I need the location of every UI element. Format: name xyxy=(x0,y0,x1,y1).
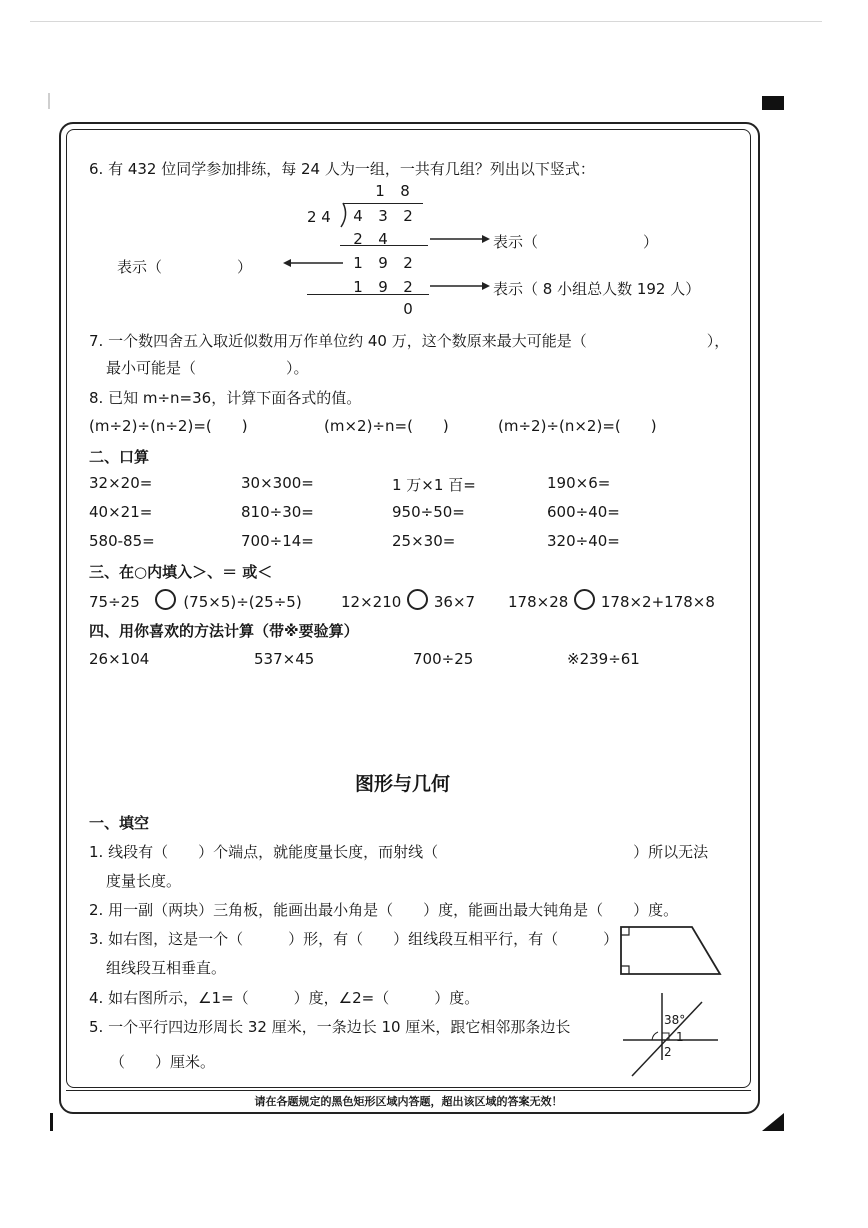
q6-label-right-1: 表示（ ） xyxy=(493,233,659,251)
alignment-marker-top-right xyxy=(762,96,784,110)
oral-item: 700÷14= xyxy=(241,532,314,550)
geo-q5-line2: （ ）厘米。 xyxy=(110,1053,216,1071)
alignment-marker-bottom-left xyxy=(50,1113,53,1131)
q7-line1: 7. 一个数四舍五入取近似数用万作单位约 40 万，这个数原来最大可能是（ ）， xyxy=(89,332,730,350)
remainder-digit: 9 xyxy=(378,254,388,272)
geometry-title: 图形与几何 xyxy=(355,773,451,795)
compare-circle[interactable] xyxy=(574,589,595,610)
quotient-digit: 8 xyxy=(400,182,410,200)
oral-item: 600÷40= xyxy=(547,503,620,521)
section-title-oral: 二、口算 xyxy=(89,448,150,466)
oral-item: 810÷30= xyxy=(241,503,314,521)
geo-q4: 4. 如右图所示，∠1=（ ）度，∠2=（ ）度。 xyxy=(89,989,480,1007)
partial-product-digit: 2 xyxy=(353,230,363,248)
compare-circle[interactable] xyxy=(407,589,428,610)
subtraction-line xyxy=(307,294,429,295)
compare-left: 12×210 xyxy=(341,593,402,611)
oral-item: 580-85= xyxy=(89,532,155,550)
divisor: 2 4 xyxy=(307,208,331,226)
q8-line1: 8. 已知 m÷n=36，计算下面各式的值。 xyxy=(89,389,362,407)
q8-expr: (m÷2)÷(n×2)=( ) xyxy=(498,417,657,435)
geometry-section-fill: 一、填空 xyxy=(89,814,150,832)
calc-item: 700÷25 xyxy=(413,650,474,668)
division-bar xyxy=(343,203,423,204)
arrow-left-icon xyxy=(283,257,343,269)
oral-item: 190×6= xyxy=(547,474,611,492)
quotient-digit: 1 xyxy=(375,182,385,200)
scan-tick xyxy=(48,93,50,109)
q8-expr: (m×2)÷n=( ) xyxy=(324,417,449,435)
top-rule xyxy=(30,21,822,22)
footer-divider xyxy=(66,1090,751,1091)
geo-q5-line1: 5. 一个平行四边形周长 32 厘米，一条边长 10 厘米，跟它相邻那条边长 xyxy=(89,1018,571,1036)
right-trapezoid-figure xyxy=(618,924,724,978)
oral-item: 950÷50= xyxy=(392,503,465,521)
partial-product-digit: 2 xyxy=(403,278,413,296)
geo-q3-line2: 组线段互相垂直。 xyxy=(106,959,227,977)
calc-item: ※239÷61 xyxy=(567,650,640,668)
subtraction-line xyxy=(340,245,428,246)
compare-right: (75×5)÷(25÷5) xyxy=(183,593,302,611)
geo-q1-line1: 1. 线段有（ ）个端点，就能度量长度，而射线（ ）所以无法 xyxy=(89,843,709,861)
oral-item: 25×30= xyxy=(392,532,456,550)
geo-q3-line1: 3. 如右图，这是一个（ ）形，有（ ）组线段互相平行，有（ ） xyxy=(89,930,619,948)
geo-q2: 2. 用一副（两块）三角板，能画出最小角是（ ）度，能画出最大钝角是（ ）度。 xyxy=(89,901,679,919)
angle-figure xyxy=(620,990,720,1080)
partial-product-digit: 1 xyxy=(353,278,363,296)
dividend-digit: 2 xyxy=(403,207,413,225)
final-remainder: 0 xyxy=(403,300,413,318)
compare-left: 75÷25 xyxy=(89,593,140,611)
compare-right: 36×7 xyxy=(433,593,476,611)
compare-left: 178×28 xyxy=(508,593,569,611)
arrow-right-icon xyxy=(430,233,490,245)
footer-note: 请在各题规定的黑色矩形区域内答题，超出该区域的答案无效！ xyxy=(254,1095,563,1108)
remainder-digit: 2 xyxy=(403,254,413,272)
geo-q1-line2: 度量长度。 xyxy=(106,872,182,890)
q6-label-right-2: 表示（ 8 小组总人数 192 人） xyxy=(493,280,701,298)
alignment-marker-bottom-right xyxy=(762,1113,784,1131)
division-bracket xyxy=(338,202,350,228)
section-title-calc: 四、用你喜欢的方法计算（带※要验算） xyxy=(89,622,359,640)
compare-item xyxy=(89,589,302,611)
compare-item xyxy=(341,589,475,611)
dividend-digit: 4 xyxy=(353,207,363,225)
oral-item: 320÷40= xyxy=(547,532,620,550)
compare-item xyxy=(508,589,715,611)
arrow-right-icon xyxy=(430,280,490,292)
angle-1-label: 1 xyxy=(676,1030,684,1044)
q6-label-left: 表示（ ） xyxy=(117,258,253,276)
q8-expr: (m÷2)÷(n÷2)=( ) xyxy=(89,417,248,435)
q6-text: 6. 有 432 位同学参加排练，每 24 人为一组，一共有几组？列出以下竖式： xyxy=(89,160,595,178)
oral-item: 1 万×1 百= xyxy=(392,476,476,494)
compare-right: 178×2+178×8 xyxy=(600,593,715,611)
section-title-compare: 三、在○内填入＞、＝ 或＜ xyxy=(89,563,273,581)
dividend-digit: 3 xyxy=(378,207,388,225)
angle-2-label: 2 xyxy=(664,1045,672,1059)
calc-item: 537×45 xyxy=(254,650,315,668)
calc-item: 26×104 xyxy=(89,650,150,668)
partial-product-digit: 4 xyxy=(378,230,388,248)
partial-product-digit: 9 xyxy=(378,278,388,296)
oral-item: 40×21= xyxy=(89,503,153,521)
oral-item: 32×20= xyxy=(89,474,153,492)
oral-item: 30×300= xyxy=(241,474,314,492)
angle-38-label: 38° xyxy=(664,1013,686,1027)
compare-circle[interactable] xyxy=(155,589,176,610)
q7-line2: 最小可能是（ ）。 xyxy=(106,359,309,377)
remainder-digit: 1 xyxy=(353,254,363,272)
